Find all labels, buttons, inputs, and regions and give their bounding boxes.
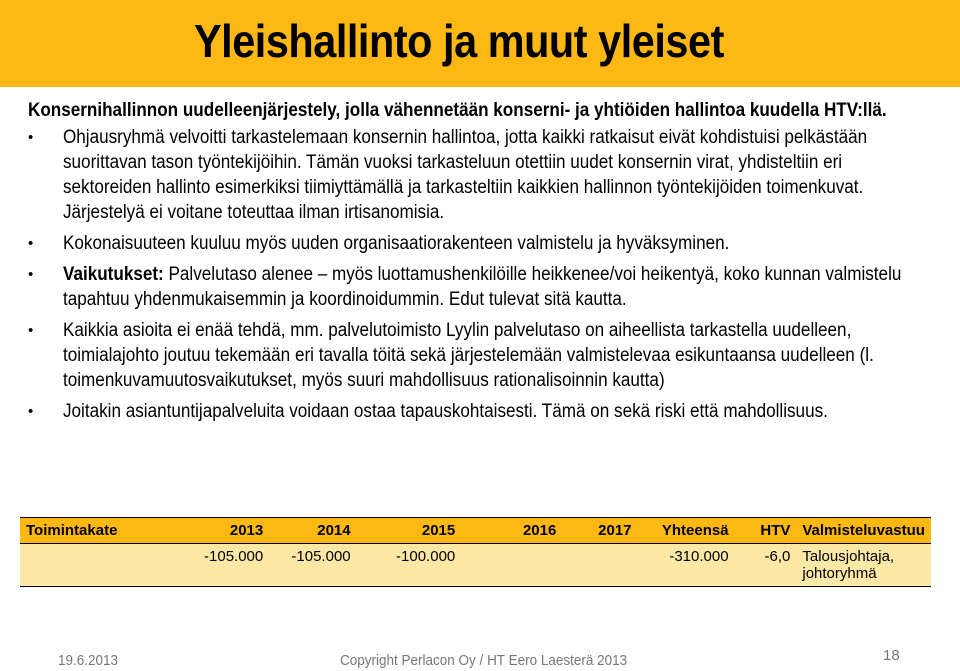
bullet-item: [28, 125, 928, 225]
bullet-text: [63, 262, 902, 287]
table-header-cell: HTV: [735, 518, 797, 544]
bullet-text: toimenkuvamuutosvaikutukset, myös suuri mahdollisuus rationalisoinnin kautta): [63, 370, 665, 391]
bullet-dot: •: [28, 322, 34, 339]
table-cell: Talousjohtaja, johtoryhmä: [796, 544, 931, 587]
table-cell: -310.000: [638, 544, 735, 587]
bullet-text: Kokonaisuuteen kuuluu myös uuden organisaatiorakenteen valmistelu ja hyväksyminen.: [63, 233, 730, 254]
bullet-text: Järjestelyä ei voitane toteuttaa ilman irtisanomisia.: [63, 202, 445, 223]
table-header-cell: 2017: [562, 518, 637, 544]
bullet-dot: •: [28, 235, 34, 252]
table-cell: -105.000: [198, 544, 269, 587]
table-cell: [562, 544, 637, 587]
table-header-row: [20, 518, 931, 544]
table-header-cell: Yhteensä: [638, 518, 735, 544]
table-cell: -6,0: [735, 544, 797, 587]
bullet-label: Vaikutukset:: [63, 264, 164, 285]
bullet-item: [28, 262, 928, 312]
footer-copyright: Copyright Perlacon Oy / HT Eero Laesterä 2013: [340, 652, 628, 669]
slide-content: [28, 98, 928, 430]
slide-title: Yleishallinto ja muut yleiset: [194, 15, 724, 67]
table-cell: [461, 544, 562, 587]
bullet-dot: •: [28, 403, 34, 420]
table-cell: [20, 544, 198, 587]
table-row: [20, 544, 931, 587]
footer-date: 19.6.2013: [58, 652, 119, 669]
table-header-cell: 2013: [198, 518, 269, 544]
bullet-item: [28, 399, 928, 424]
section-heading: Konsernihallinnon uudelleenjärjestely, jolla vähennetään konserni- ja yhtiöiden hallintoa kuudella HTV:llä.: [28, 100, 887, 121]
bullet-item: [28, 318, 928, 393]
table-cell: -105.000: [269, 544, 356, 587]
bullet-text: Joitakin asiantuntijapalveluita voidaan ostaa tapauskohtaisesti. Tämä on sekä riski että mahdollisuus.: [63, 401, 828, 422]
table-header-cell: Valmisteluvastuu: [796, 518, 931, 544]
bullet-dot: •: [28, 129, 34, 146]
bullet-text: suorittavan tason työntekijöihin. Tämän vuoksi tarkasteluun otettiin uudet konsernin virat, yhdisteltiin eri: [63, 152, 843, 173]
table-header-cell: 2014: [269, 518, 356, 544]
bullet-text: toimialajohto joutuu tekemään eri tavalla töitä sekä järjestelemään valmistelevaa esikuntaansa uudelleen (l.: [63, 345, 874, 366]
bullet-text: Kaikkia asioita ei enää tehdä, mm. palvelutoimisto Lyylin palvelutaso on aiheellista tarkastella uudelleen,: [63, 320, 852, 341]
bullet-dot: •: [28, 266, 34, 283]
bullet-text: tapahtuu yhdenmukaisemmin ja koordinoidummin. Edut tulevat sitä kautta.: [63, 289, 627, 310]
table-cell: -100.000: [357, 544, 462, 587]
bullet-text-inline: Palvelutaso alenee – myös luottamushenkilöille heikkenee/voi heikentyä, koko kunnan valmistelu: [163, 264, 902, 285]
bullet-text: sektoreiden hallinto esimerkiksi tiimiyttämällä ja tarkasteltiin kaikkien hallinnon työntekijöiden toimenkuvat.: [63, 177, 864, 198]
bullet-text: Ohjausryhmä velvoitti tarkastelemaan konsernin hallintoa, jotta kaikki ratkaisut eivät kohdistuisi pelkästään: [63, 127, 868, 148]
budget-table: [20, 517, 931, 587]
table-header-cell: Toimintakate: [20, 518, 198, 544]
bullet-item: [28, 231, 928, 256]
table-header-cell: 2016: [461, 518, 562, 544]
table-header-cell: 2015: [357, 518, 462, 544]
page-number: 18: [883, 647, 900, 664]
